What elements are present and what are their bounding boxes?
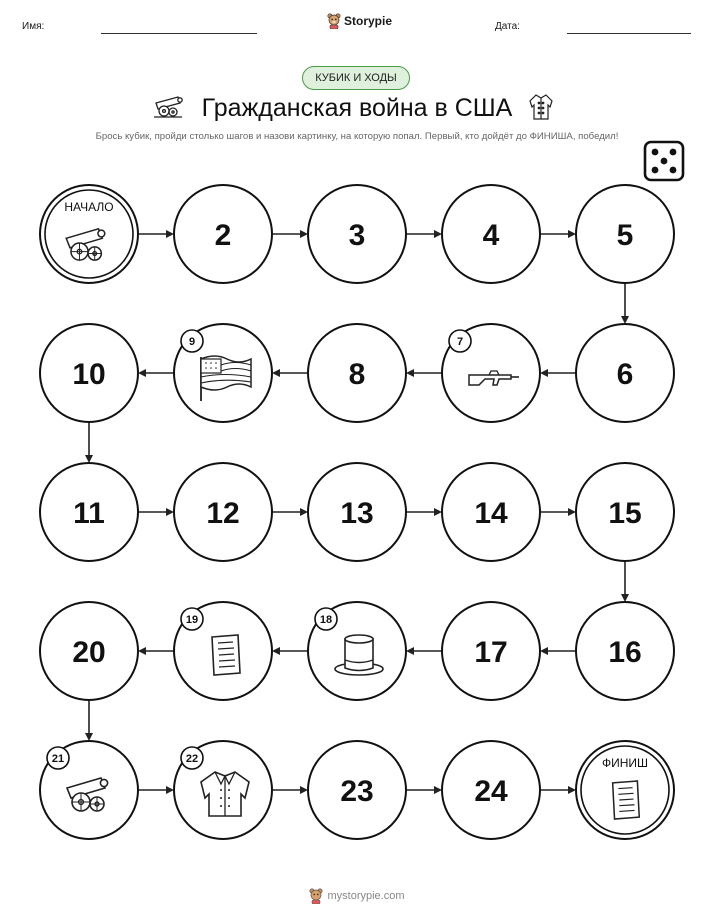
cell-number: 3 xyxy=(348,219,366,252)
path-arrow xyxy=(406,369,442,377)
path-arrow xyxy=(138,786,174,794)
path-arrow xyxy=(406,508,442,516)
path-arrow xyxy=(540,230,576,238)
board-cell-23[interactable] xyxy=(308,741,406,839)
document-icon xyxy=(212,635,240,675)
board-cell-3[interactable] xyxy=(308,185,406,283)
cell-number-badge xyxy=(181,330,203,352)
bear-mascot-icon xyxy=(309,888,323,904)
board-cell-6[interactable] xyxy=(576,324,674,422)
board-cell-13[interactable] xyxy=(308,463,406,561)
board-cell-5[interactable] xyxy=(576,185,674,283)
cell-number-badge xyxy=(315,608,337,630)
cell-number: 21 xyxy=(51,753,65,765)
cell-number: 18 xyxy=(319,614,333,626)
cell-number: 12 xyxy=(206,497,240,530)
cell-number: 9 xyxy=(188,336,196,348)
board-cell-20[interactable] xyxy=(40,602,138,700)
cell-number: 22 xyxy=(185,753,199,765)
path-arrow xyxy=(406,786,442,794)
board-cell-1[interactable] xyxy=(40,185,138,283)
cell-number: 13 xyxy=(340,497,374,530)
board-cell-14[interactable] xyxy=(442,463,540,561)
board-cell-19[interactable] xyxy=(174,602,272,700)
footer xyxy=(0,888,714,904)
cell-number: 23 xyxy=(340,775,374,808)
board-cell-15[interactable] xyxy=(576,463,674,561)
path-arrow xyxy=(272,647,308,655)
path-arrow xyxy=(138,647,174,655)
board-cell-7[interactable] xyxy=(442,324,540,422)
path-arrow xyxy=(540,369,576,377)
path-arrow xyxy=(540,508,576,516)
instructions: Брось кубик, пройди столько шагов и назови картинку, на которую попал. Первый, кто дойдёт до ФИНИША, победил! xyxy=(95,131,619,142)
path-arrow xyxy=(138,369,174,377)
cell-number: 19 xyxy=(185,614,199,626)
board-cell-16[interactable] xyxy=(576,602,674,700)
path-arrow xyxy=(272,369,308,377)
board-cell-17[interactable] xyxy=(442,602,540,700)
cell-label: НАЧАЛО xyxy=(64,200,114,214)
cell-number: 15 xyxy=(608,497,642,530)
document-icon xyxy=(613,781,640,819)
cell-number: 4 xyxy=(482,219,500,252)
cell-number-badge xyxy=(47,747,69,769)
path-arrow xyxy=(85,700,93,741)
path-arrow xyxy=(406,230,442,238)
game-type-tag: КУБИК И ХОДЫ xyxy=(302,66,410,90)
cell-number: 5 xyxy=(616,219,634,252)
cell-number: 8 xyxy=(348,358,366,391)
path-arrow xyxy=(272,508,308,516)
board-cell-12[interactable] xyxy=(174,463,272,561)
path-arrow xyxy=(540,786,576,794)
path-arrow xyxy=(272,786,308,794)
page-title: Гражданская война в США xyxy=(201,94,513,122)
board-cell-21[interactable] xyxy=(40,741,138,839)
cell-number: 2 xyxy=(214,219,232,252)
path-arrow xyxy=(138,230,174,238)
cell-number: 24 xyxy=(474,775,508,808)
path-arrow xyxy=(406,647,442,655)
board-cell-8[interactable] xyxy=(308,324,406,422)
cell-number: 6 xyxy=(616,358,634,391)
path-arrow xyxy=(85,422,93,463)
board-cell-9[interactable] xyxy=(174,324,272,422)
board-cell-18[interactable] xyxy=(308,602,406,700)
date-label: Дата: xyxy=(495,21,520,32)
path-arrow xyxy=(621,561,629,602)
cell-number: 14 xyxy=(474,497,508,530)
path-arrow xyxy=(621,283,629,324)
cell-number: 16 xyxy=(608,636,642,669)
brand-name: Storypie xyxy=(344,14,393,28)
path-arrow xyxy=(540,647,576,655)
cell-number: 7 xyxy=(456,336,464,348)
footer-url[interactable]: mystorypie.com xyxy=(327,890,405,902)
board-cell-11[interactable] xyxy=(40,463,138,561)
board-cell-2[interactable] xyxy=(174,185,272,283)
cell-label: ФИНИШ xyxy=(601,756,649,770)
board-cell-22[interactable] xyxy=(174,741,272,839)
board-cell-4[interactable] xyxy=(442,185,540,283)
name-label: Имя: xyxy=(22,21,45,32)
cell-number: 20 xyxy=(72,636,106,669)
cell-number: 17 xyxy=(474,636,508,669)
cell-number-badge xyxy=(181,747,203,769)
board-cell-10[interactable] xyxy=(40,324,138,422)
board-cell-24[interactable] xyxy=(442,741,540,839)
path-arrow xyxy=(272,230,308,238)
cell-number-badge xyxy=(181,608,203,630)
board-cell-25[interactable] xyxy=(576,741,674,839)
cell-number: 10 xyxy=(72,358,106,391)
path-arrow xyxy=(138,508,174,516)
cell-number-badge xyxy=(449,330,471,352)
cell-number: 11 xyxy=(73,497,105,530)
